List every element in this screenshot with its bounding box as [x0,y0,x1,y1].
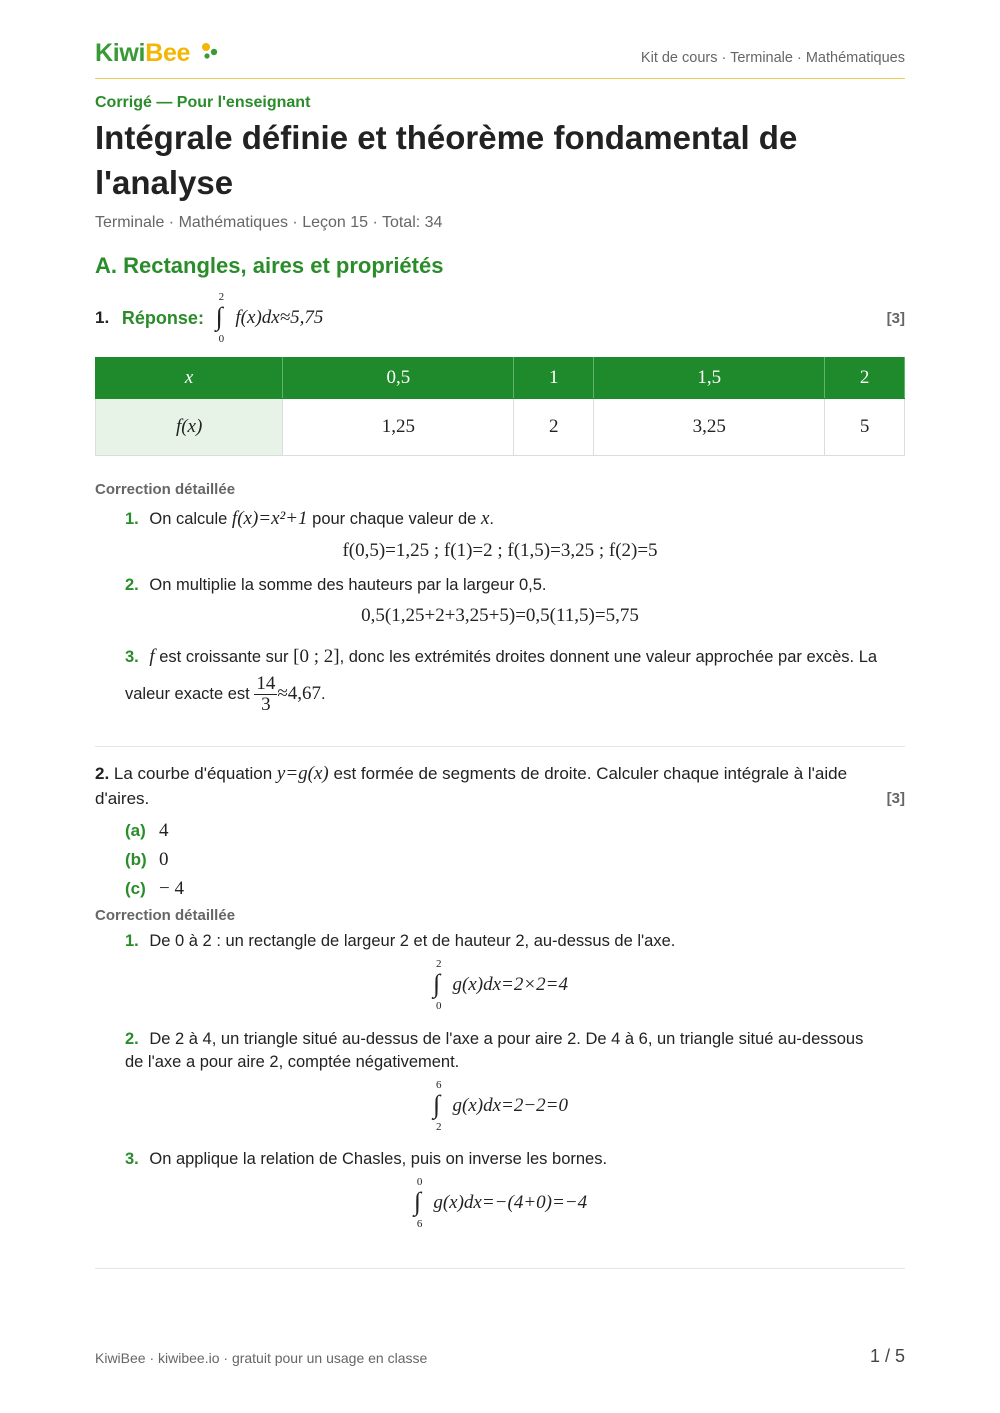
step-math: f(x)=x²+1 [231,508,308,529]
step-text: pour chaque valeur de [312,510,477,528]
divider [95,1268,905,1269]
page-number: 1 / 5 [869,1346,905,1366]
integral-upper-bound: 6 [436,1079,442,1091]
step-text: De 0 à 2 : un rectangle de largeur 2 et de hauteur 2, au-dessus de l'axe. [149,932,676,950]
q2-marks: [3] [886,790,905,807]
table-row [96,399,905,456]
q1-marks: [3] [886,310,905,327]
q2-answer-a [125,820,169,842]
q1-step-2-display: 0,5(1,25+2+3,25+5)=0,5(11,5)=5,75 [361,605,639,626]
step-text: On multiplie la somme des hauteurs par la largeur 0,5. [149,576,547,594]
q2-prompt [95,761,905,811]
table-cell: 1,25 [283,399,514,456]
lesson-meta: Terminale · Mathématiques · Leçon 15 · Total: 34 [95,214,443,231]
step-number: 2. [125,576,139,594]
table-header-cell: 1,5 [594,358,825,399]
q1-step-1-display: f(0,5)=1,25 ; f(1)=2 ; f(1,5)=3,25 ; f(2)=5 [342,540,658,561]
footer-credits: KiwiBee · kiwibee.io · gratuit pour un usage en classe [95,1350,428,1366]
step-number: 1. [125,932,139,950]
q2-step-2 [125,1028,885,1074]
q2-answer-c [125,878,184,900]
step-number: 2. [125,1030,139,1048]
integral-lower-bound: 0 [218,333,225,345]
step-math: [0 ; 2] [293,646,340,667]
integral-lower-bound: 6 [416,1218,423,1230]
step-math: g(x)dx=−(4+0)=−4 [433,1192,588,1213]
step-number: 1. [125,510,139,528]
table-cell: 5 [825,399,905,456]
q1-number: 1. [95,308,110,327]
step-number: 3. [125,648,139,666]
q2-text: est formée de segments de droite. Calculer chaque intégrale à l'aide d'aires. [95,764,848,808]
correction-label: Correction détaillée [95,907,236,924]
q2-step-2-display [95,1081,905,1131]
integral-sign-icon: 2 ∫ 0 [215,291,225,345]
correction-label: Correction détaillée [95,481,236,498]
answer-value: − 4 [159,878,184,899]
q1-answer-line [95,293,323,343]
answer-label: (c) [125,879,146,898]
page-header [95,38,905,79]
integral-upper-bound: 0 [416,1176,423,1188]
step-math: ≈4,67 [277,682,322,704]
q2-step-1 [125,930,885,953]
logo-dots-icon [199,41,221,61]
fraction-denominator: 3 [261,694,271,715]
step-text: On calcule [149,510,228,528]
q2-step-3 [125,1148,885,1171]
table-header-cell: 0,5 [283,358,514,399]
divider [95,746,905,747]
values-table [95,357,905,456]
integral-lower-bound: 0 [436,1000,442,1012]
integral-sign-icon: 2 ∫ 0 [433,958,442,1012]
q2-text: La courbe d'équation [113,764,273,783]
step-text: . [489,510,494,528]
integral-lower-bound: 2 [436,1121,442,1133]
step-math: f [149,646,155,667]
step-math: g(x)dx=2×2=4 [452,974,568,995]
q1-answer-label: Réponse: [121,307,204,328]
q1-answer-value: f(x)dx≈5,75 [235,307,324,328]
q2-step-1-display [95,960,905,1010]
step-text: est croissante sur [159,648,289,666]
answer-value: 0 [159,849,169,870]
q1-step-3 [125,640,885,715]
q1-step-1 [125,507,885,531]
integral-upper-bound: 2 [218,291,225,303]
integral-upper-bound: 2 [436,958,442,970]
page [95,0,905,1413]
step-text: De 2 à 4, un triangle situé au-dessus de l'axe a pour aire 2. De 4 à 6, un triangle situé au-dessous de l'axe a pour aire 2, comptée négativement. [125,1030,864,1071]
table-cell: 2 [514,399,594,456]
table-header-cell: x [96,358,283,399]
answer-key-kicker: Corrigé — Pour l'enseignant [95,94,311,111]
q2-step-3-display [95,1178,905,1228]
table-header-row [96,358,905,399]
logo-kiwi-text: Kiwi [95,39,146,67]
breadcrumb: Kit de cours · Terminale · Mathématiques [640,50,905,66]
page-title: Intégrale définie et théorème fondamental de l'analyse [95,119,798,201]
fraction [254,674,277,715]
table-row-header: f(x) [96,399,283,456]
step-math: x [480,508,490,529]
q2-number: 2. [95,764,110,783]
q2-answer-b [125,849,169,871]
table-header-cell: 2 [825,358,905,399]
integral-sign-icon: 6 ∫ 2 [433,1079,442,1133]
step-number: 3. [125,1150,139,1168]
answer-value: 4 [159,820,169,841]
step-text: . [321,684,326,703]
integral-sign-icon: 0 ∫ 6 [413,1176,423,1230]
answer-label: (b) [125,850,147,869]
answer-label: (a) [125,821,146,840]
step-text: , donc les extrémités droites donnent une valeur approchée par excès. La valeur exacte est [125,648,878,703]
fraction-numerator: 14 [256,673,276,694]
q2-math: y=g(x) [276,763,329,784]
q1-step-2 [125,574,885,597]
kiwibee-logo [95,39,190,68]
table-header-cell: 1 [514,358,594,399]
step-math: g(x)dx=2−2=0 [452,1095,568,1116]
table-cell: 3,25 [594,399,825,456]
step-text: On applique la relation de Chasles, puis on inverse les bornes. [149,1150,608,1168]
logo-bee-text: Bee [145,39,191,67]
section-heading-a: A. Rectangles, aires et propriétés [95,253,444,278]
